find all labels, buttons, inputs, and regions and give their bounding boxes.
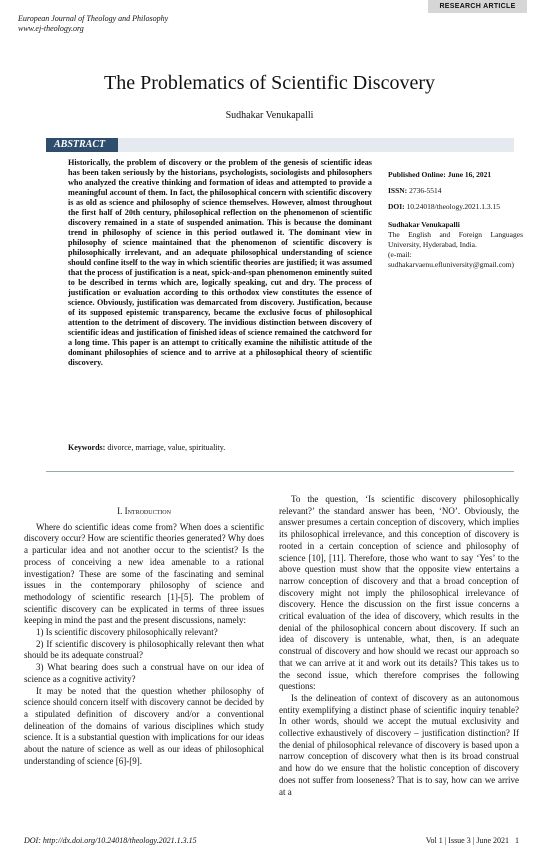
intro-paragraph-2: It may be noted that the question whether philosophy of science should concern itself with discovery cannot be decided by a stipulated definition of discovery and/or a conventional delineation of the domains of various disciplines which study science. It is a substantial question with implications for our ideas about the nature of science as well as our ideas of philosophical understanding of science [6]-[9]. (24, 685, 264, 766)
doi-label: DOI: (388, 202, 405, 211)
author-email[interactable]: sudhakarvaenu.efluniversity@gmail.com) (388, 260, 515, 269)
right-paragraph-2: Is the delineation of context of discovery as an autonomous entity exemplifying a distinct phase of scientific inquiry tenable? In other words, should we accept the mutual exclusivity and collective exhaustively of discovery – justification distinction? If the denial of philosophical relevance of discovery is based upon a narrow conception of discovery what then is its broad construal and how do we ensure that the holistic conception of discovery does not suffer from looseness? That is to say, how can we arrive at a (279, 692, 519, 797)
question-1: 1) Is scientific discovery philosophically relevant? (36, 627, 218, 638)
section-divider (46, 471, 514, 472)
footer-issue-text: Vol 1 | Issue 3 | June 2021 (425, 836, 509, 845)
question-2: 2) If scientific discovery is philosophically relevant then what should be its adequate construal? (24, 638, 264, 661)
email-label: (e-mail: (388, 250, 412, 259)
question-3: 3) What bearing does such a construal have on our idea of science as a cognitive activity? (24, 662, 264, 684)
abstract-heading: ABSTRACT (46, 138, 118, 152)
issn-value: 2736-5514 (409, 186, 442, 195)
author-affiliation: The English and Foreign Languages University, Hyderabad, India. (388, 230, 523, 249)
doi (388, 202, 523, 212)
left-column (24, 506, 264, 767)
section-title-rest: ntroduction (127, 506, 171, 516)
paper-title: The Problematics of Scientific Discovery (103, 72, 435, 94)
intro-paragraph-1: Where do scientific ideas come from? When does a scientific discovery occur? How are scientific theories generated? Why does a particular idea and not another occur to the scientist? Is the process of conceiving a new idea amenable to a rational investigation? These are some of the fascinating and seminal issues in the contemporary philosophy of science and methodology of scientific research [1]-[5]. The problem of scientific discovery can be explicated in terms of three issues keeping in mind the past and the present discussions, namely: (24, 521, 264, 626)
section-number: I. (117, 506, 123, 516)
journal-header (18, 14, 168, 34)
article-type-badge: RESEARCH ARTICLE (428, 0, 527, 13)
abstract-text: Historically, the problem of discovery or the problem of the genesis of scientific ideas has been taken seriously by the historians, psychologists, sociologists and philosophers who analyzed the creative thinking and formation of ideas and attempted to provide a meaningful account of them. In fact, the philosophical concern with scientific discovery is as old as science and philosophy of science themselves. However, almost throughout the first half of 20th century, philosophical reflection on the phenomenon of scientific discovery remained in a state of suspended animation. This is because the dominant trend in philosophy of science in this period outlawed it. The dominant view in philosophy of science maintained that the phenomenon of scientific discovery is philosophically irrelevant, and an adequate philosophical understanding of science should confine itself to the way in which scientific theories are justified; it was assumed that the process of justification is a neat, spick-and-span phenomenon eminently suited to be described in terms which are, logically speaking, cut and dry. The process of justification or evaluation according to this orthodox view constitutes the essence of science. Obviously, justification was demarcated from discovery. Justification, because of its supposed epistemic transparency, became the exclusive focus of philosophical attention to the detriment of discovery. The invidious distinction between discovery of scientific ideas and justification of finished ideas of science remained the catchword for a long time. This paper is an attempt to critically examine the nihilistic attitude of the dominant philosophies of science and to arrive at a philosophical theory of scientific discovery. (68, 158, 372, 367)
issn-label: ISSN: (388, 186, 408, 195)
abstract-body (68, 158, 372, 368)
sidebar-author-name: Sudhakar Venukapalli (388, 220, 460, 229)
paper-author: Sudhakar Venukapalli (225, 110, 314, 121)
journal-url: www.ej-theology.org (18, 24, 84, 33)
article-info-sidebar (388, 170, 523, 276)
keywords (68, 443, 225, 452)
footer-doi: DOI: http://dx.doi.org/10.24018/theology.2021.1.3.15 (24, 836, 197, 845)
keywords-label: Keywords: (68, 443, 106, 452)
right-column (279, 494, 519, 798)
section-heading (24, 506, 264, 518)
section-first-letter: I (124, 506, 128, 516)
right-paragraph-1: To the question, ‘Is scientific discovery philosophically relevant?’ the standard answer has been, ‘NO’. Obviously, the answer presumes a certain conception of discovery, which implies its philosophical irrelevance, and this conception of discovery is rooted in a certain conception of science and philosophy of science [10], [11]. Therefore, those who want to say ‘Yes’ to the above question must show that the opposite view entertains a narrow conception of discovery and that a broad conception of discovery might not imply the philosophical irrelevance of discovery. Hence the discussion on the first issue concerns a critical evaluation of the idea of discovery, which results in the denial of the philosophical concern about discovery. If such an idea of discovery is untenable, what, then, is an adequate construal of discovery and how should we recast our approach so that we can arrive at it and work out its details? This takes us to the second issue, which therefore comprises the following questions: (279, 494, 519, 692)
published-label: Published Online: (388, 170, 446, 179)
journal-name: European Journal of Theology and Philosophy (18, 14, 169, 23)
issn (388, 186, 523, 196)
published-online (388, 170, 523, 180)
footer-issue (426, 836, 519, 845)
doi-value[interactable]: 10.24018/theology.2021.1.3.15 (406, 202, 501, 211)
keywords-value: divorce, marriage, value, spirituality. (107, 443, 226, 452)
page-number: 1 (515, 836, 519, 845)
author-info (388, 220, 523, 270)
published-value: June 16, 2021 (447, 170, 492, 179)
